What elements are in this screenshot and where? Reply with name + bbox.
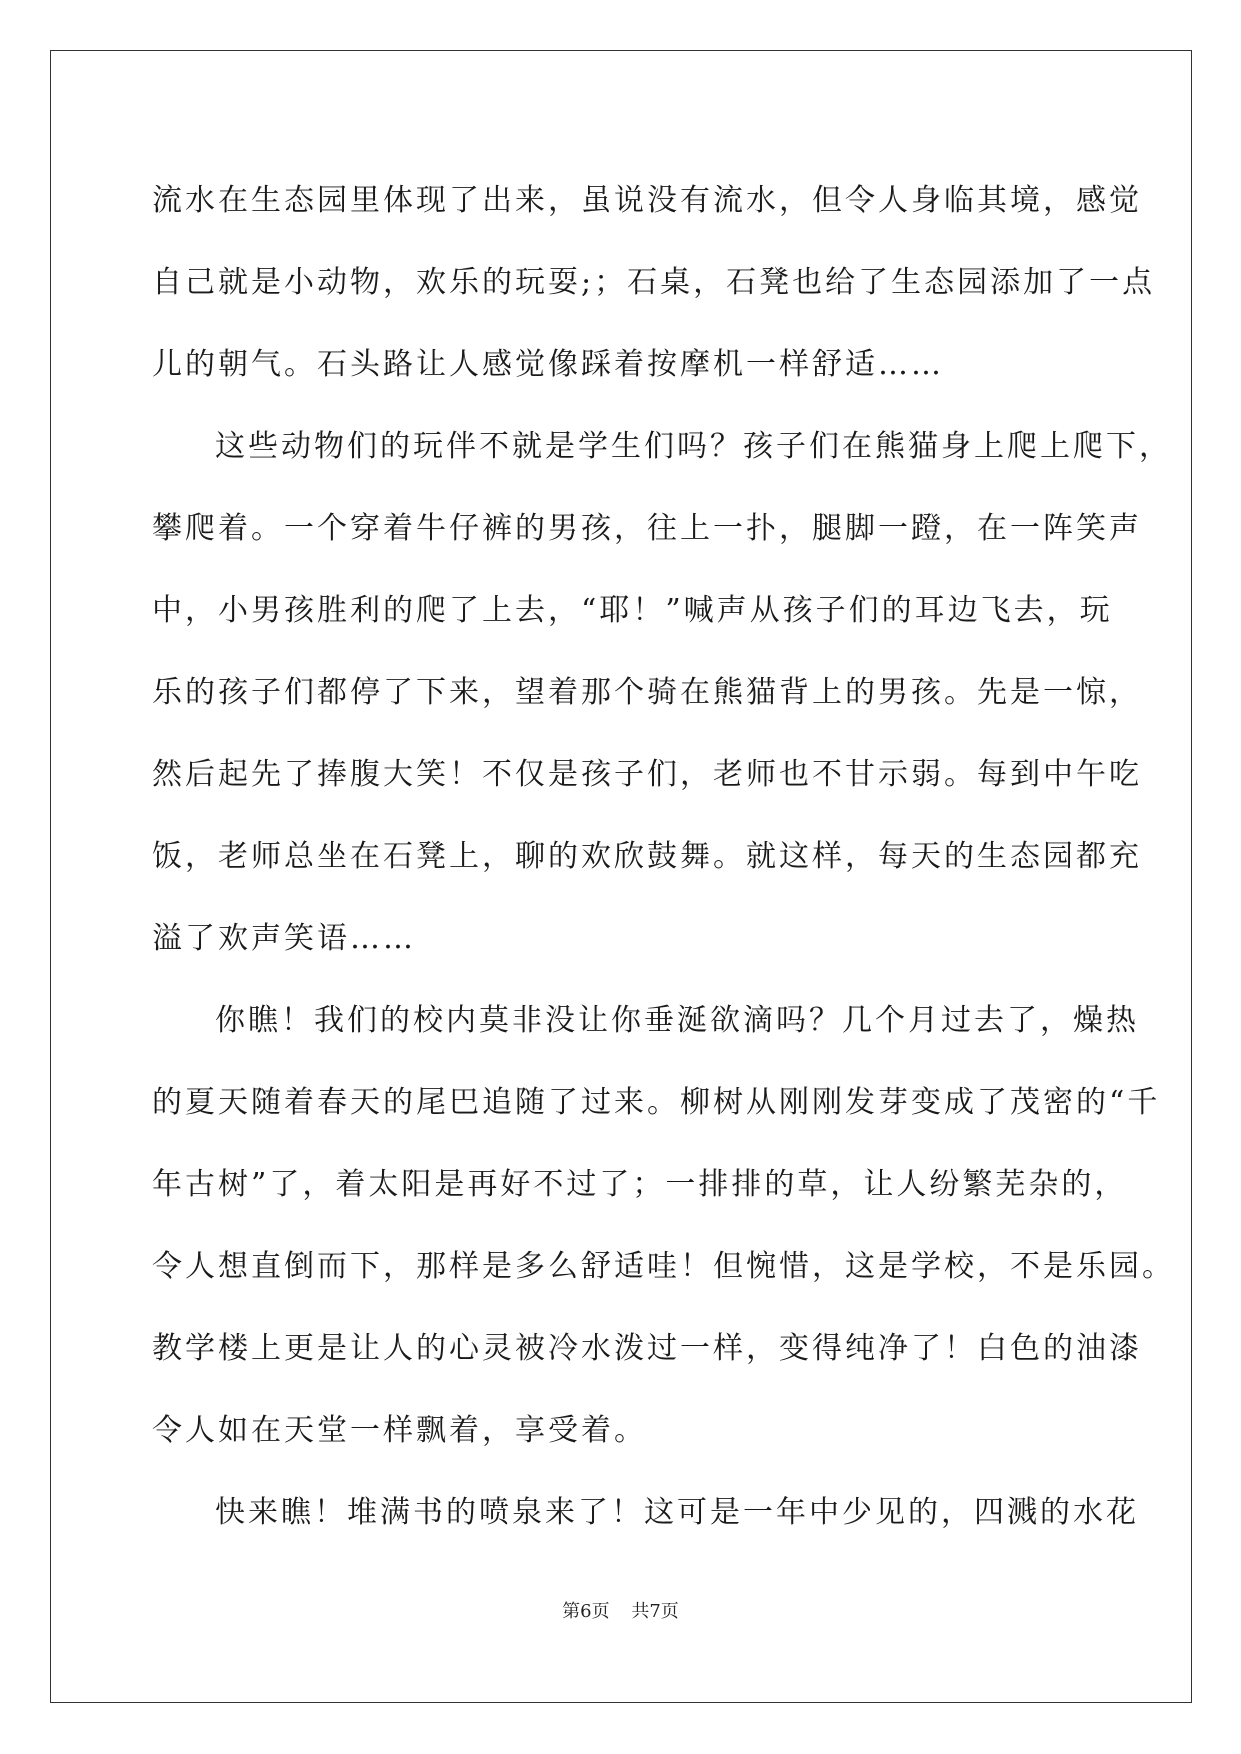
text-line: 攀爬着。一个穿着牛仔裤的男孩，往上一扑，腿脚一蹬，在一阵笑声	[152, 511, 1142, 546]
text-line: 年古树”了，着太阳是再好不过了；一排排的草，让人纷繁芜杂的，	[152, 1167, 1128, 1202]
text-line: 儿的朝气。石头路让人感觉像踩着按摩机一样舒适……	[152, 347, 944, 382]
paragraph-start-line: 快来瞧！堆满书的喷泉来了！这可是一年中少见的，四溅的水花	[215, 1495, 1139, 1530]
text-line: 教学楼上更是让人的心灵被冷水泼过一样，变得纯净了！白色的油漆	[152, 1331, 1142, 1366]
text-line: 饭，老师总坐在石凳上，聊的欢欣鼓舞。就这样，每天的生态园都充	[152, 839, 1142, 874]
text-line: 乐的孩子们都停了下来，望着那个骑在熊猫背上的男孩。先是一惊，	[152, 675, 1142, 710]
text-line: 令人想直倒而下，那样是多么舒适哇！但惋惜，这是学校，不是乐园。	[152, 1249, 1175, 1284]
text-line: 然后起先了捧腹大笑！不仅是孩子们，老师也不甘示弱。每到中午吃	[152, 757, 1142, 792]
page-total: 共7页	[631, 1601, 679, 1622]
text-line: 自己就是小动物，欢乐的玩耍;；石桌，石凳也给了生态园添加了一点	[152, 265, 1156, 300]
text-line: 令人如在天堂一样飘着，享受着。	[152, 1413, 647, 1448]
page-footer	[0, 1600, 1241, 1624]
paragraph-start-line: 这些动物们的玩伴不就是学生们吗？孩子们在熊猫身上爬上爬下，	[215, 429, 1172, 464]
text-line: 的夏天随着春天的尾巴追随了过来。柳树从刚刚发芽变成了茂密的“千	[152, 1085, 1161, 1120]
page-number: 第6页	[562, 1601, 610, 1622]
paragraph-start-line: 你瞧！我们的校内莫非没让你垂涎欲滴吗？几个月过去了，燥热	[215, 1003, 1139, 1038]
text-line: 流水在生态园里体现了出来，虽说没有流水，但令人身临其境，感觉	[152, 183, 1142, 218]
text-line: 溢了欢声笑语……	[152, 921, 416, 956]
text-line: 中，小男孩胜利的爬了上去，“耶！”喊声从孩子们的耳边飞去，玩	[152, 593, 1113, 628]
document-body	[152, 160, 1175, 1554]
